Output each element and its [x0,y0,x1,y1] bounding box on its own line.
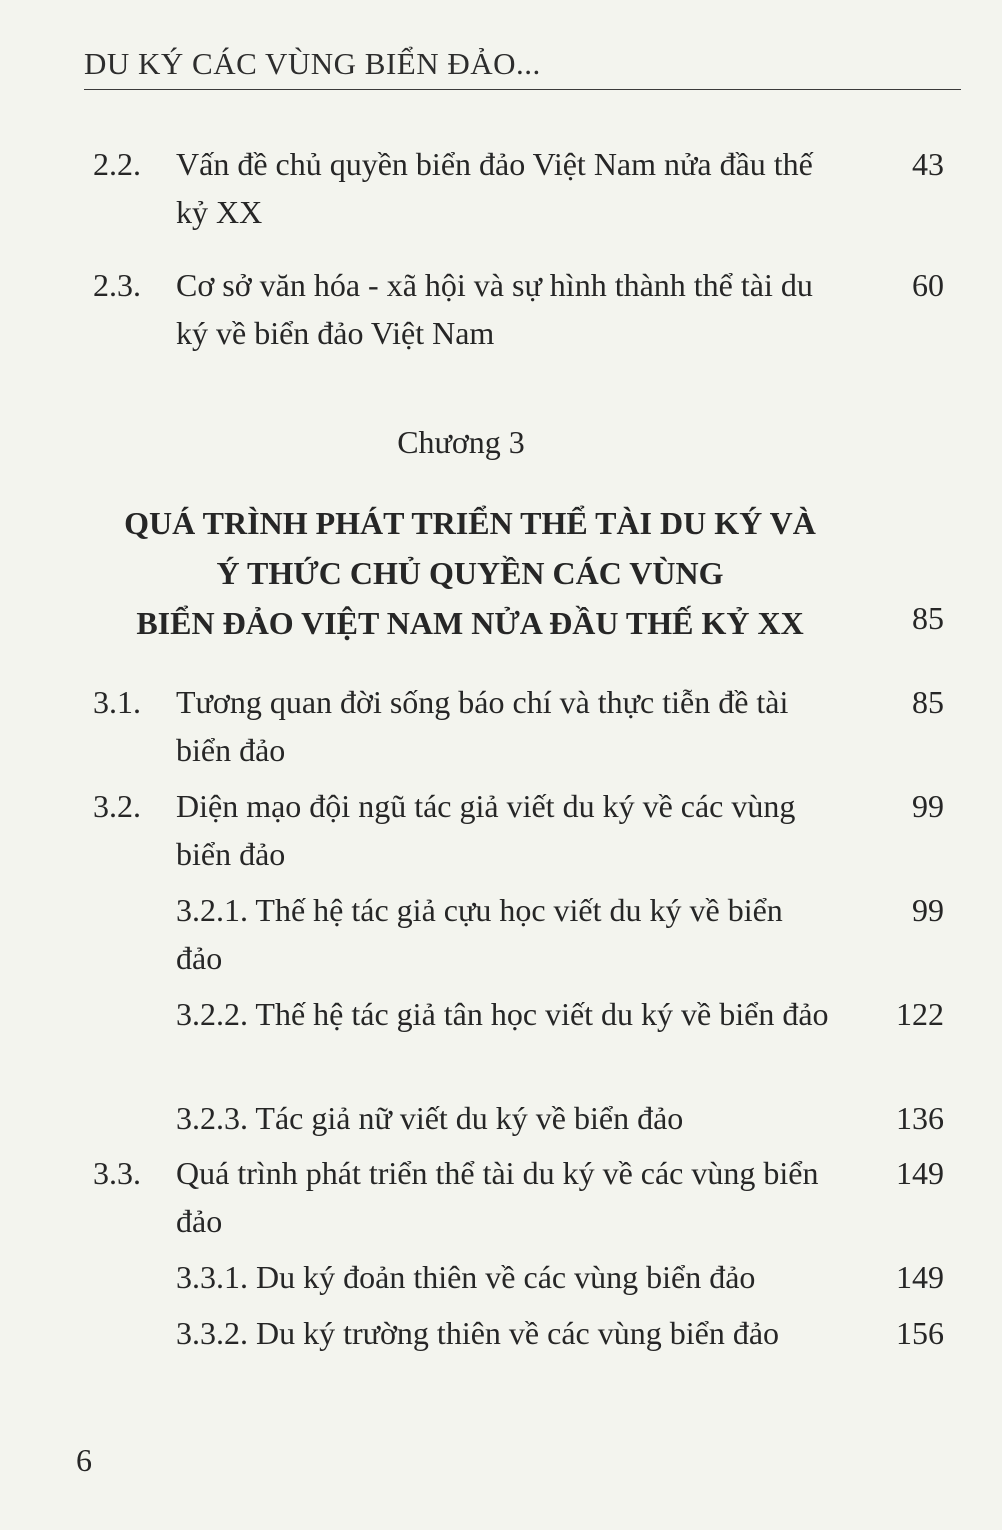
page-number: 6 [76,1442,92,1478]
entry-number: 3.1. [93,684,141,720]
entry-number: 3.2. [93,788,141,824]
entry-page: 156 [896,1315,944,1351]
entry-title: Cơ sở văn hóa - xã hội và sự hình thành thể tài du ký về biển đảo Việt Nam [176,267,813,351]
entry-page: 99 [912,892,944,928]
entry-title: 3.3.1. Du ký đoản thiên về các vùng biển đảo [176,1259,756,1295]
entry-page: 85 [912,684,944,720]
entry-page: 99 [912,788,944,824]
chapter-page: 85 [912,600,944,636]
entry-number: 3.3. [93,1155,141,1191]
entry-title: Vấn đề chủ quyền biển đảo Việt Nam nửa đầu thế kỷ XX [176,146,813,230]
running-head: DU KÝ CÁC VÙNG BIỂN ĐẢO... [84,46,541,81]
chapter-title-line: Ý THỨC CHỦ QUYỀN CÁC VÙNG [216,555,724,591]
entry-page: 149 [896,1259,944,1295]
entry-title: Tương quan đời sống báo chí và thực tiễn đề tài biển đảo [176,684,789,768]
entry-title: Diện mạo đội ngũ tác giả viết du ký về các vùng biển đảo [176,788,796,872]
entry-title: 3.2.1. Thế hệ tác giả cựu học viết du ký về biển đảo [176,892,783,976]
entry-page: 60 [912,267,944,303]
entry-title: 3.2.3. Tác giả nữ viết du ký về biển đảo [176,1100,684,1136]
entry-number: 2.3. [93,267,141,303]
chapter-title [70,498,870,648]
entry-title: Quá trình phát triển thể tài du ký về các vùng biển đảo [176,1155,819,1239]
entry-title: 3.3.2. Du ký trường thiên về các vùng biển đảo [176,1315,780,1351]
entry-title: 3.2.2. Thế hệ tác giả tân học viết du ký về biển đảo [176,996,829,1032]
chapter-title-line: BIỂN ĐẢO VIỆT NAM NỬA ĐẦU THẾ KỶ XX [136,605,804,641]
chapter-label: Chương 3 [397,424,525,460]
entry-page: 136 [896,1100,944,1136]
entry-number: 2.2. [93,146,141,182]
chapter-title-line: QUÁ TRÌNH PHÁT TRIỂN THỂ TÀI DU KÝ VÀ [124,505,816,541]
entry-page: 149 [896,1155,944,1191]
header-rule [84,89,961,90]
entry-page: 43 [912,146,944,182]
entry-page: 122 [896,996,944,1032]
